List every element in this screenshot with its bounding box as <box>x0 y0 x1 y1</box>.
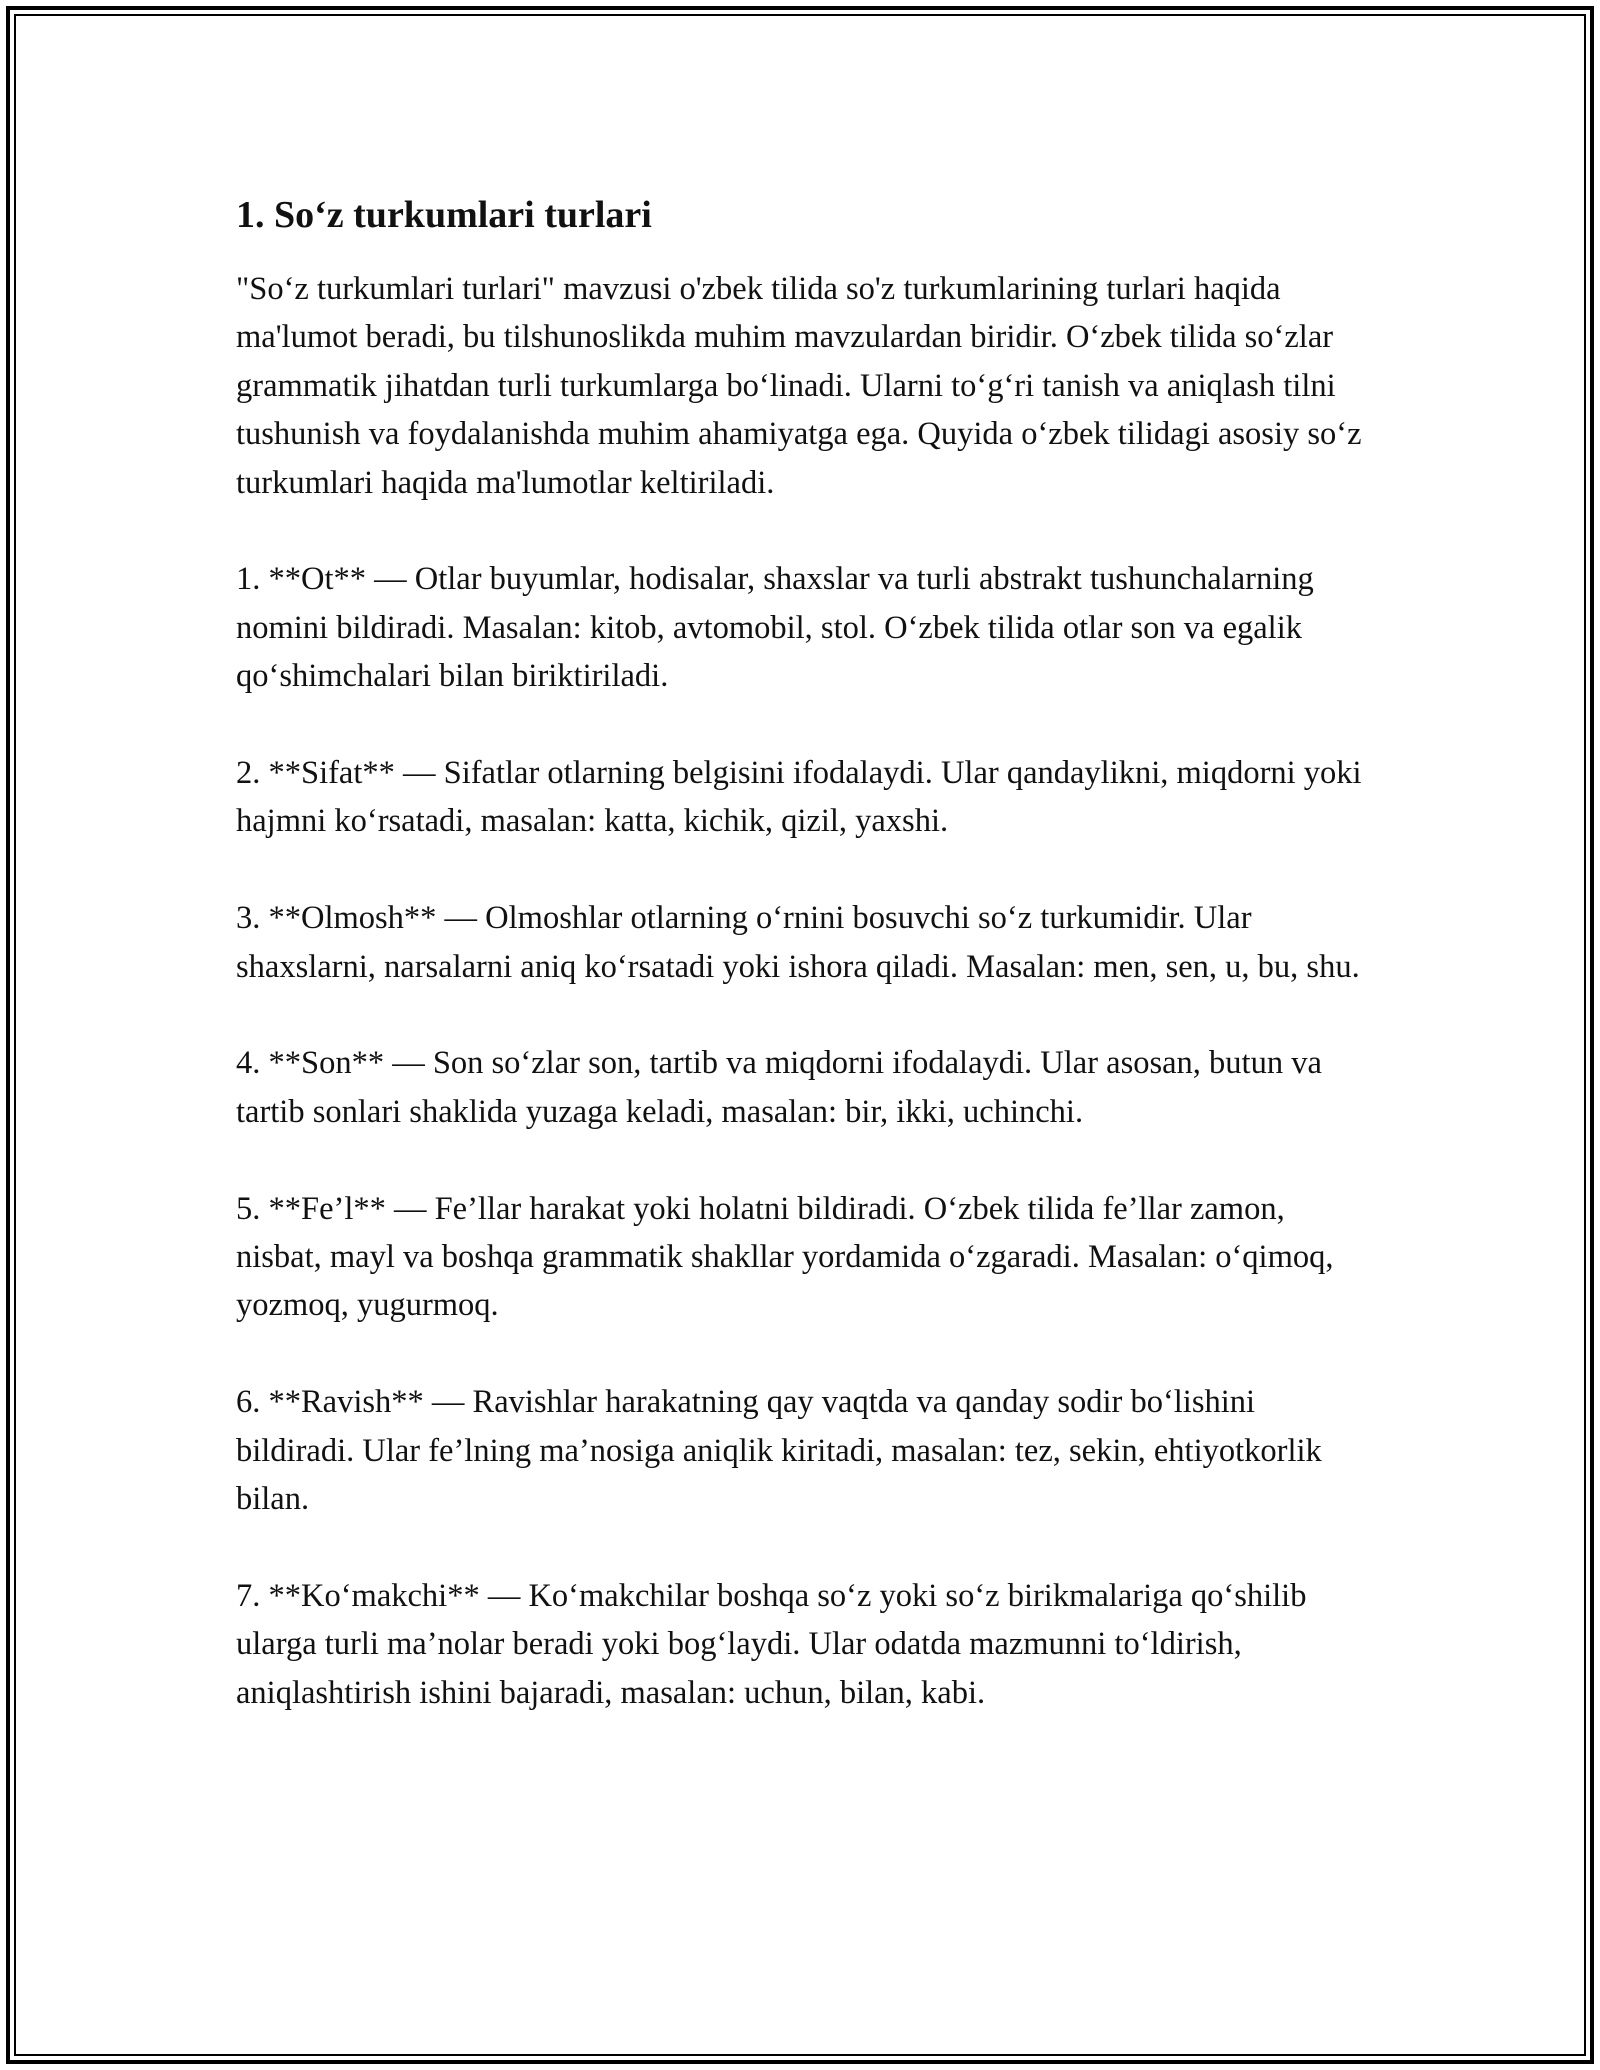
list-item-fel: 5. **Fe’l** — Fe’llar harakat yoki holatni bildiradi. O‘zbek tilida fe’llar zamon, nisbat, mayl va boshqa grammatik shakllar yordamida o‘zgaradi. Masalan: o‘qimoq, yozmoq, yugurmoq. <box>236 1190 1334 1324</box>
document-body <box>236 183 1366 1717</box>
list-item-olmosh: 3. **Olmosh** — Olmoshlar otlarning o‘rnini bosuvchi so‘z turkumidir. Ular shaxslarni, narsalarni aniq ko‘rsatadi yoki ishora qiladi. Masalan: men, sen, u, bu, shu. <box>236 900 1360 985</box>
list-item-son: 4. **Son** — Son so‘zlar son, tartib va miqdorni ifodalaydi. Ular asosan, butun va tartib sonlari shaklida yuzaga keladi, masalan: bir, ikki, uchinchi. <box>236 1045 1322 1130</box>
list-item-ravish: 6. **Ravish** — Ravishlar harakatning qay vaqtda va qanday sodir bo‘lishini bildiradi. Ular fe’lning ma’nosiga aniqlik kiritadi, masalan: tez, sekin, ehtiyotkorlik bilan. <box>236 1384 1322 1518</box>
list-item-ot: 1. **Ot** — Otlar buyumlar, hodisalar, shaxslar va turli abstrakt tushunchalarning nomini bildiradi. Masalan: kitob, avtomobil, stol. O‘zbek tilida otlar son va egalik qo‘shimchalari bilan biriktiriladi. <box>236 561 1314 695</box>
section-title: 1. So‘z turkumlari turlari <box>236 194 652 236</box>
list-item-sifat: 2. **Sifat** — Sifatlar otlarning belgisini ifodalaydi. Ular qandaylikni, miqdorni yoki hajmni ko‘rsatadi, masalan: katta, kichik, qizil, yaxshi. <box>236 755 1362 840</box>
list-item-komakchi: 7. **Ko‘makchi** — Ko‘makchilar boshqa so‘z yoki so‘z birikmalariga qo‘shilib ularga turli ma’nolar beradi yoki bog‘laydi. Ular odatda mazmunni to‘ldirish, aniqlashtirish ishini bajaradi, masalan: uchun, bilan, kabi. <box>236 1577 1307 1711</box>
intro-paragraph: "So‘z turkumlari turlari" mavzusi o'zbek tilida so'z turkumlarining turlari haqida ma'lumot beradi, bu tilshunoslikda muhim mavzulardan biridir. O‘zbek tilida so‘zlar grammatik jihatdan turli turkumlarga bo‘linadi. Ularni to‘g‘ri tanish va aniqlash tilni tushunish va foydalanishda muhim ahamiyatga ega. Quyida o‘zbek tilidagi asosiy so‘z turkumlari haqida ma'lumotlar keltiriladi. <box>236 271 1362 501</box>
